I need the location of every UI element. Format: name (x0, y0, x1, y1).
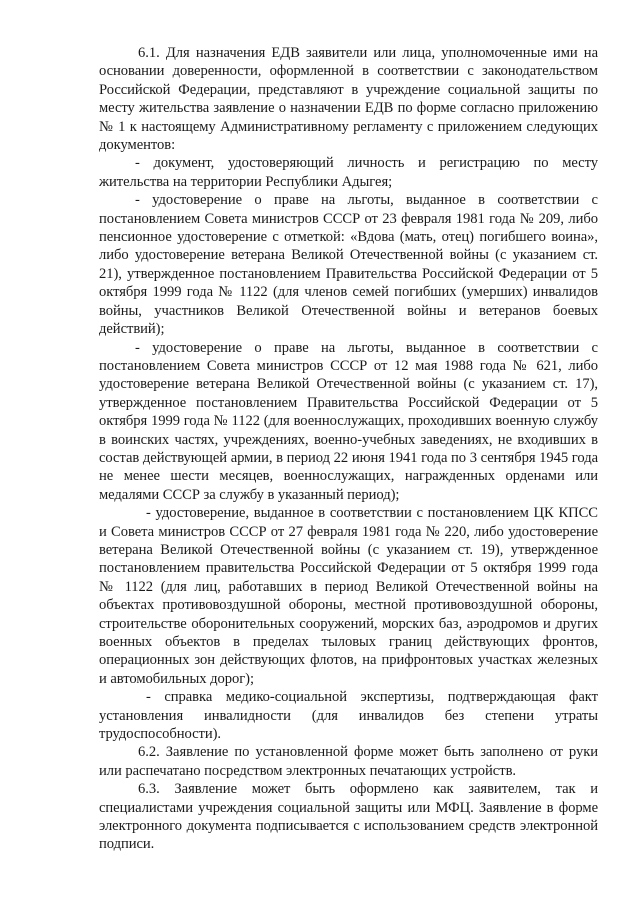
paragraph-medical-certificate: - справка медико-социальной экспертизы, подтверждающая факт установления инвалидности (для инвалидов без степени утраты трудоспособности). (99, 689, 598, 743)
paragraph-6-3: 6.3. Заявление может быть оформлено как заявителем, так и специалистами учреждения социальной защиты или МФЦ. Заявление в форме электронного документа подписывается с использованием средств электронной подписи. (99, 781, 598, 853)
paragraph-benefits-certificate-1981-209: - удостоверение о праве на льготы, выданное в соответствии с постановлением Совета министров СССР от 23 февраля 1981 года № 209, либо пенсионное удостоверение с отметкой: «Вдова (мать, отец) погибшего воина», либо удостоверение ветерана Великой Отечественной войны (с указанием ст. 21), утвержденное постановлением Правительства Российской Федерации от 5 октября 1999 года № 1122 (для членов семей погибших (умерших) инвалидов войны, участников Великой Отечественной войны и ветеранов боевых действий); (99, 192, 598, 338)
document-body (99, 44, 598, 854)
paragraph-benefits-certificate-1988-621: - удостоверение о праве на льготы, выданное в соответствии с постановлением Совета министров СССР от 12 мая 1988 года № 621, либо удостоверение ветерана Великой Отечественной войны (с указанием ст. 17), утвержденное постановлением Правительства Российской Федерации от 5 октября 1999 года № 1122 (для военнослужащих, проходивших военную службу в воинских частях, учреждениях, военно-учебных заведениях, не входивших в состав действующей армии, в период 22 июня 1941 года по 3 сентября 1945 года не менее шести месяцев, военнослужащих, награжденных орденами или медалями СССР за службу в указанный период); (99, 339, 598, 503)
paragraph-identity-document: - документ, удостоверяющий личность и регистрацию по месту жительства на территории Республики Адыгея; (99, 155, 598, 190)
paragraph-6-1: 6.1. Для назначения ЕДВ заявители или лица, уполномоченные ими на основании доверенности, оформленной в соответствии с законодательством Российской Федерации, представляют в учреждение социальной защиты по месту жительства заявление о назначении ЕДВ по форме согласно приложению № 1 к настоящему Административному регламенту с приложением следующих документов: (99, 45, 598, 154)
paragraph-6-2: 6.2. Заявление по установленной форме может быть заполнено от руки или распечатано посредством электронных печатающих устройств. (99, 744, 598, 779)
paragraph-certificate-1981-220: - удостоверение, выданное в соответствии с постановлением ЦК КПСС и Совета министров СССР от 27 февраля 1981 года № 220, либо удостоверение ветерана Великой Отечественной войны (с указанием ст. 19), утвержденное постановлением правительства Российской Федерации от 5 октября 1999 года № 1122 (для лиц, работавших в период Великой Отечественной войны на объектах противовоздушной обороны, местной противовоздушной обороны, строительстве оборонительных сооружений, морских баз, аэродромов и других военных объектов в пределах тыловых границ действующих фронтов, операционных зон действующих флотов, на прифронтовых участках железных и автомобильных дорог); (99, 505, 598, 687)
